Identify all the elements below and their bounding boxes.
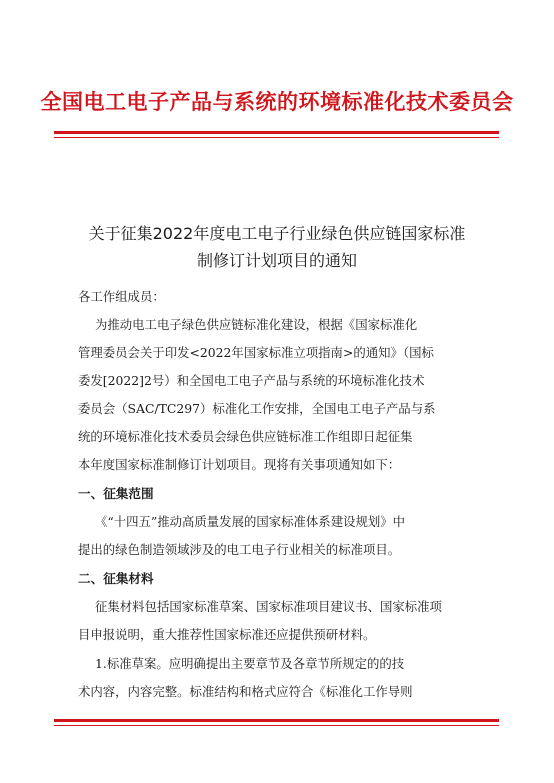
section-heading-materials: 二、征集材料 bbox=[78, 571, 154, 586]
intro-line: 为推动电工电子绿色供应链标准化建设，根据《国家标准化 bbox=[95, 317, 418, 332]
notice-title-line-2: 制修订计划项目的通知 bbox=[196, 251, 357, 270]
intro-line: 本年度国家标准制修订计划项目。现将有关事项通知如下： bbox=[78, 457, 401, 472]
section1-line: 提出的绿色制造领域涉及的电工电子行业相关的标准项目。 bbox=[78, 542, 401, 557]
intro-line: 委发[2022]2号）和全国电工电子产品与系统的环境标准化技术 bbox=[78, 373, 425, 388]
section-heading-scope: 一、征集范围 bbox=[78, 486, 154, 501]
section2-line: 征集材料包括国家标准草案、国家标准项目建议书、国家标准项 bbox=[95, 599, 442, 614]
notice-title-line-1: 关于征集2022年度电工电子行业绿色供应链国家标准 bbox=[88, 224, 466, 243]
footer-rule-thin bbox=[54, 725, 499, 726]
item1-line: 术内容，内容完整。标准结构和格式应符合《标准化工作导则 bbox=[78, 684, 413, 699]
footer-rule-thick bbox=[54, 719, 499, 722]
section2-line: 目申报说明，重大推荐性国家标准还应提供预研材料。 bbox=[78, 627, 376, 642]
section1-line: 《“十四五”推动高质量发展的国家标准体系建设规划》中 bbox=[95, 514, 406, 529]
letterhead-rule-thick bbox=[54, 131, 499, 134]
intro-line: 委员会（SAC/TC297）标准化工作安排，全国电工电子产品与系 bbox=[78, 401, 436, 416]
salutation: 各工作组成员： bbox=[78, 289, 165, 304]
intro-line: 管理委员会关于印发<2022年国家标准立项指南>的通知》（国标 bbox=[78, 345, 434, 360]
organization-letterhead: 全国电工电子产品与系统的环境标准化技术委员会 bbox=[40, 89, 514, 114]
intro-line: 统的环境标准化技术委员会绿色供应链标准工作组即日起征集 bbox=[78, 429, 413, 444]
letterhead-rule-thin bbox=[54, 137, 499, 138]
item1-line: 1.标准草案。应明确提出主要章节及各章节所规定的的技 bbox=[95, 656, 405, 671]
